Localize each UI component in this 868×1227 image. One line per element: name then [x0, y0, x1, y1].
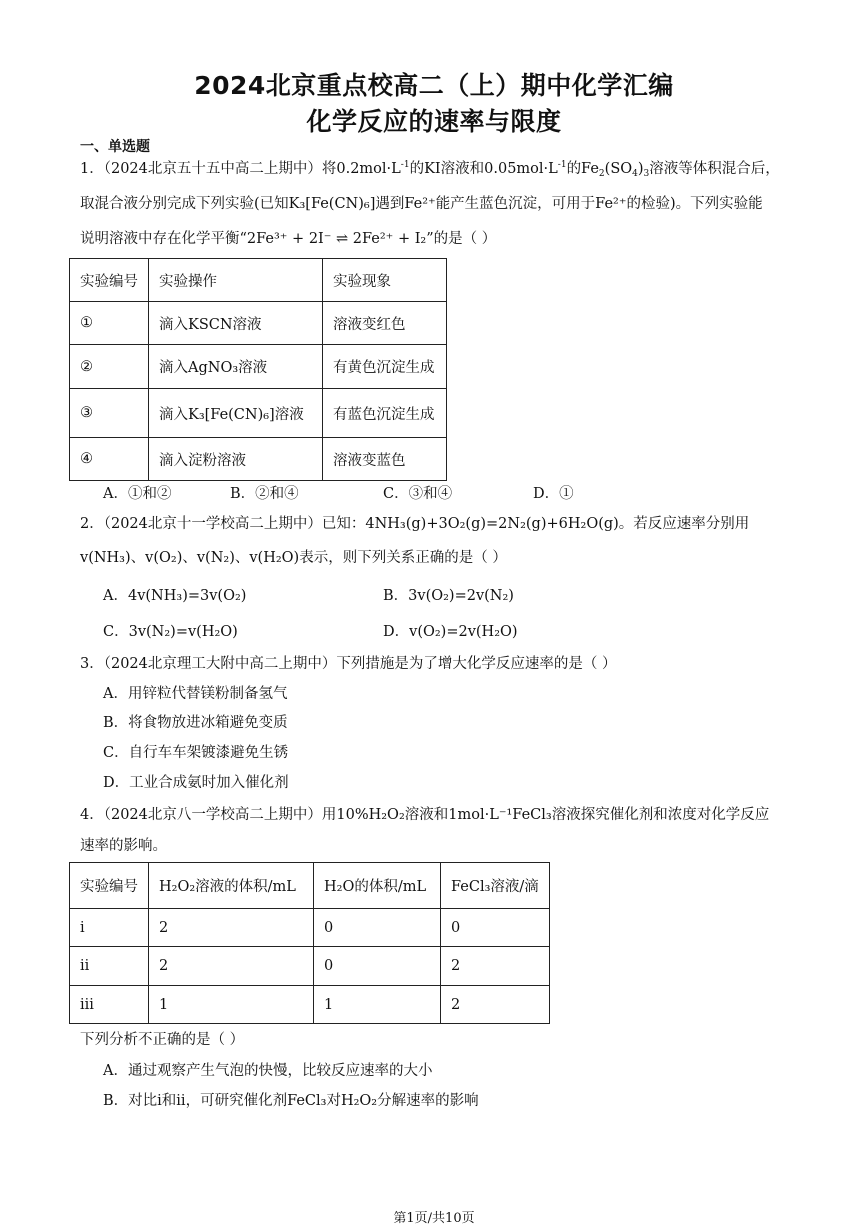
table-cell: 有黄色沉淀生成: [323, 345, 447, 389]
table-header-cell: H₂O₂溶液的体积/mL: [149, 863, 314, 909]
q1-option-d: D．①: [533, 486, 574, 502]
table-cell: 2: [441, 947, 550, 986]
table-cell: ②: [70, 345, 149, 389]
q1-line3: 说明溶液中存在化学平衡“2Fe³⁺ + 2I⁻ ⇌ 2Fe²⁺ + I₂”的是（ ）: [80, 231, 497, 247]
table-header-cell: 实验编号: [70, 863, 149, 909]
table-header-cell: 实验操作: [149, 259, 323, 302]
q2-option-a: A．4v(NH₃)=3v(O₂): [103, 588, 247, 604]
q2-option-b: B．3v(O₂)=2v(N₂): [383, 588, 514, 604]
table-cell: 2: [441, 986, 550, 1024]
table-row: [70, 909, 550, 947]
q4-line2: 速率的影响。: [80, 838, 167, 854]
q1-text-a: 1．（2024北京五十五中高二上期中）将0.2mol·L: [80, 161, 401, 177]
q3-option-d: D．工业合成氨时加入催化剂: [103, 775, 289, 791]
table-cell: 1: [314, 986, 441, 1024]
q1-option-b: B．②和④: [230, 486, 299, 502]
q3-option-a: A．用锌粒代替镁粉制备氢气: [103, 686, 288, 702]
table-cell: iii: [70, 986, 149, 1024]
q4-prompt: 下列分析不正确的是（ ）: [80, 1032, 245, 1048]
q4-line1: 4．（2024北京八一学校高二上期中）用10%H₂O₂溶液和1mol·L⁻¹FeCl₃溶液探究催化剂和浓度对化学反应: [80, 807, 770, 823]
table-cell: 0: [441, 909, 550, 947]
table-cell: ii: [70, 947, 149, 986]
table-cell: 滴入K₃[Fe(CN)₆]溶液: [149, 389, 323, 438]
table-header-cell: H₂O的体积/mL: [314, 863, 441, 909]
page-title: 2024北京重点校高二（上）期中化学汇编: [194, 71, 674, 100]
table-cell: 0: [314, 947, 441, 986]
table-cell: ①: [70, 302, 149, 345]
q4-option-a: A．通过观察产生气泡的快慢，比较反应速率的大小: [103, 1063, 433, 1079]
table-cell: 溶液变红色: [323, 302, 447, 345]
table-cell: 滴入淀粉溶液: [149, 438, 323, 481]
q1-table: [69, 258, 447, 481]
table-row: [70, 302, 447, 345]
section-heading: 一、单选题: [80, 139, 150, 155]
q1-text-d: (SO: [604, 161, 633, 177]
q1-line2: 取混合液分别完成下列实验(已知K₃[Fe(CN)₆]遇到Fe²⁺能产生蓝色沉淀，可用于Fe²⁺的检验)。下列实验能: [80, 196, 763, 212]
q1-line1: 1．（2024北京五十五中高二上期中）将$0.2mol\cdot L^{-1}$的KI溶液和$0.05mol\cdot L^{-1}$的$Fe_2(SO_4)_3$溶液等体积混合后，: [80, 160, 780, 179]
q1-text-b: 的KI溶液和0.05mol·L: [409, 161, 558, 177]
table-row: [70, 986, 550, 1024]
q1-text-e: ): [637, 161, 644, 177]
q4-option-b: B．对比i和ii，可研究催化剂FeCl₃对H₂O₂分解速率的影响: [103, 1093, 479, 1109]
q4-table: [69, 862, 550, 1024]
table-header-cell: 实验编号: [70, 259, 149, 302]
q1-text-f: 溶液等体积混合后，: [649, 161, 780, 177]
q1-text-c: 的Fe: [566, 161, 599, 177]
table-row: [70, 947, 550, 986]
table-cell: 2: [149, 909, 314, 947]
table-cell: 1: [149, 986, 314, 1024]
table-cell: ④: [70, 438, 149, 481]
table-cell: 溶液变蓝色: [323, 438, 447, 481]
table-cell: 有蓝色沉淀生成: [323, 389, 447, 438]
page-number: 第1页/共10页: [393, 1211, 475, 1226]
q2-line2: v(NH₃)、v(O₂)、v(N₂)、v(H₂O)表示，则下列关系正确的是（ ）: [80, 550, 507, 566]
table-cell: ③: [70, 389, 149, 438]
q2-option-c: C．3v(N₂)=v(H₂O): [103, 624, 238, 640]
table-header-row: [70, 259, 447, 302]
table-row: [70, 345, 447, 389]
q1-option-a: A．①和②: [103, 486, 172, 502]
table-row: [70, 389, 447, 438]
table-cell: 滴入KSCN溶液: [149, 302, 323, 345]
page-subtitle: 化学反应的速率与限度: [306, 107, 562, 136]
q2-line1: 2．（2024北京十一学校高二上期中）已知：4NH₃(g)+3O₂(g)=2N₂(g)+6H₂O(g)。若反应速率分别用: [80, 516, 750, 532]
q3-option-c: C．自行车车架镀漆避免生锈: [103, 745, 289, 761]
table-cell: i: [70, 909, 149, 947]
table-cell: 2: [149, 947, 314, 986]
table-row: [70, 438, 447, 481]
table-header-cell: FeCl₃溶液/滴: [441, 863, 550, 909]
table-cell: 滴入AgNO₃溶液: [149, 345, 323, 389]
q3-option-b: B．将食物放进冰箱避免变质: [103, 715, 288, 731]
table-header-cell: 实验现象: [323, 259, 447, 302]
table-header-row: [70, 863, 550, 909]
q2-option-d: D．v(O₂)=2v(H₂O): [383, 624, 518, 640]
table-cell: 0: [314, 909, 441, 947]
q1-option-c: C．③和④: [383, 486, 453, 502]
q3-line1: 3．（2024北京理工大附中高二上期中）下列措施是为了增大化学反应速率的是（ ）: [80, 656, 617, 672]
